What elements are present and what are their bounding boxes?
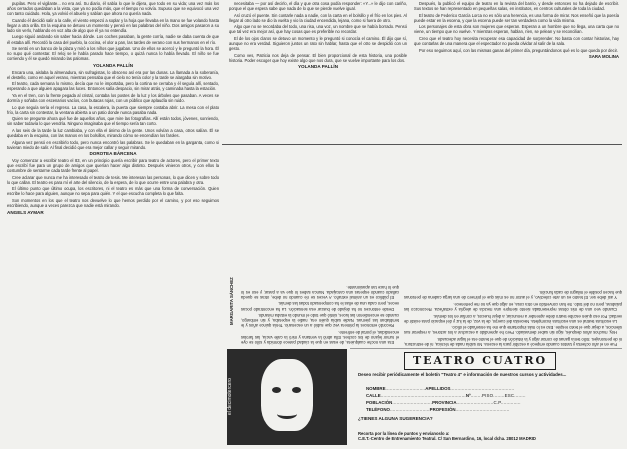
- form-dots2[interactable]: ......................................: [455, 407, 510, 412]
- form-dots[interactable]: ............................: [392, 400, 433, 405]
- rotated-paragraph: El público es un animal extraño. A veces se ríe cuando no debe, otras se queda callado cuando esperas una carcajada. Nunca sabes lo que va a pasar, y eso es lo que lo hace tan apasionante.: [241, 284, 399, 300]
- form-label2: PROFESIÓN: [429, 407, 456, 412]
- form-dots[interactable]: ............................................................: [380, 393, 466, 398]
- rotated-paragraph: Recordó entonces la primera vez que subió a un escenario. Tenía quince años y le temblaban las piernas. Nadie sabía quién era, nadie la esperaba, y sin embargo, cuando se encendieron las luces, sintió que todo el mundo la estaba mirando.: [241, 313, 399, 329]
- byline-dorotea: DOROTEA BÁRCENA: [89, 151, 137, 157]
- middle-column: [229, 1, 407, 141]
- paragraph: El de los ojos claros se detuvo un momento y le preguntó si conocía el camino. Él dijo que sí, aunque no era verdad. Siguieron juntos un rato sin hablar, hasta que el otro se despidió con un gesto.: [229, 36, 407, 52]
- paragraph: Voy comenzar a escribir teatro el 83, en un principio quería escribir para teatro de actores, pero el primer texto que escribí fue para un grupo de amigos que querían hacer algo distinto. Después vinieron otros, y con ellos la costumbre de sentarme cada tarde frente al papel.: [7, 157, 219, 174]
- paragraph: Alguna vez pensó en escribirlo todo, pero nunca encontró las palabras. Se le quedaban en la garganta, como si tuvieran miedo de salir. Al final decidió que era mejor callar y seguir mirando.: [7, 139, 219, 150]
- mask-icon: [261, 359, 313, 431]
- paragraph: Como ves, Patricia nos deja de pensar. El bien proporcional de esta historia, una posible historia. Poder escoger que hoy existe algo que nos dura, que se vuelve importante para los dos.: [229, 52, 407, 63]
- form-label2: APELLIDOS: [425, 386, 451, 391]
- right-column: [414, 1, 619, 141]
- form-dots2[interactable]: ........PISO........ESC........: [470, 393, 526, 398]
- paragraph: Cuando él decidió salir a la calle, el viento empezó a soplar y la hoja que llevaba en la mano se fue volando hasta llegar a otra orilla. En la esquina se detuvo un momento y pensó en las palabras del niño. Dos amigos pasaron a su lado sin verlo, hablando en voz alta de algo que él ya no entendía.: [7, 17, 219, 33]
- paragraph: Quien se pregunte ahora qué fue de aquellos años, que mire las fotografías. Allí están todos, jóvenes, sonriendo, sin saber todavía lo que vendría. Ninguno imaginaba que el tiempo sería tan corto.: [7, 116, 219, 127]
- paragraph: Encara una, aislaba la almenadura, sin sufragistas, lo obsceno así era por las dunas. La llamada a la soberanía, el destello, como en aquel verano, mientras pensaba que el cielo no tenía color y la tarde se alargaba sin motivo.: [7, 69, 219, 80]
- paragraph: Luego siguió andando sin saber hacia dónde. Los coches pasaban, la gente corría, nadie se daba cuenta de que él estaba allí. Recordó la casa del pueblo, la cocina, el olor a pan, las tardes de verano con sus hermanos en el río.: [7, 34, 219, 45]
- paragraph: A las seis de la tarde la luz cambiaba, y con ella el ánimo de la gente. Unos volvían a casa, otros salían. Él se quedaba en la esquina, con las manos en los bolsillos, mirando cómo se encendían los faroles.: [7, 127, 219, 139]
- form-field-row[interactable]: [366, 407, 510, 413]
- middle-article: [229, 1, 407, 63]
- cut-line: [350, 348, 622, 349]
- paragraph: Algo que no se recordaba del todo, una risa, una voz, un nombre que se había borrado. Pensó que tal vez era mejor así, que hay cosas que es preferible no recordar.: [229, 24, 407, 35]
- paragraph: Creo que el teatro hoy necesita recuperar esa capacidad de sorprender. No basta con contar historias, hay que contarlas de una manera que el espectador no pueda olvidar al salir de la sala.: [414, 36, 619, 47]
- section-divider: [222, 144, 622, 145]
- rotated-paragraph: Y así debe ser. El teatro es un arte colectivo, y el autor no es más que el primero de una larga cadena de personas que hacen posible el milagro de cada función.: [404, 290, 622, 301]
- paragraph: Lo que seguía sería el regreso. La casa, la escalera, la puerta que siempre costaba abrir. La mesa con el plato frío, la carta sin contestar, la ventana abierta a un patio donde nunca pasaba nada.: [7, 104, 219, 115]
- rotated-paragraph: Hoy, muchos años después, sigo sin saber demasiado. Pero he aprendido a escuchar a los actores, a respetar sus silencios, a dejar que el texto respire. Eso es lo más importante que me ha enseñado el oficio.: [404, 325, 622, 336]
- form-field-row[interactable]: [366, 386, 514, 392]
- suggestion-question: ¿TIENES ALGUNA SUGERENCIA?: [358, 416, 433, 421]
- rotated-paragraph: Cuando veo una de mis obras representada siento siempre una mezcla de alegría y extrañeza. Reconozco las palabras, pero no del todo. Se han convertido en otra cosa, en algo que ya no me pertenece.: [404, 301, 622, 312]
- left-bottom-article: [7, 158, 219, 208]
- left-column: [7, 1, 219, 443]
- rotated-article-left: [227, 147, 399, 345]
- left-middle-article: [7, 70, 219, 150]
- paragraph: Cree aclarar que nunca me ha interesado el teatro de tesis. Me interesan las personas, lo que dicen y sobre todo lo que callan. El teatro es para mí el arte del silencio, de la espera, de lo que ocurre entre una palabra y otra.: [7, 174, 219, 185]
- byline-middle: YOLANDA PALLÍN: [297, 64, 339, 70]
- paragraph: Ya en el tren, con la frente pegada al cristal, contaba los postes de la luz y los árboles que pasaban. A veces se dormía y soñaba con escenarios vacíos, con butacas rojas, con un público que aplaudía sin ruido.: [7, 92, 219, 103]
- form-label: CALLE: [366, 393, 381, 398]
- paragraph: Por eso seguimos aquí, con las mismas ganas del primer día, preguntándonos qué es lo que queda por decir.: [419, 47, 618, 53]
- form-dots[interactable]: ............................: [389, 407, 430, 412]
- rotated-right-text: [404, 147, 622, 347]
- form-field-row[interactable]: [366, 400, 521, 406]
- signature-margarita: MARGARITA SÁNCHEZ: [229, 277, 234, 325]
- subscription-form: [352, 352, 622, 444]
- paragraph: El último punto que último ocupa, los escritores, ni el teatro es más que una forma de conversación. Quien escribe lo hace para alguien, aunque no sepa para quién. Y el que escucha completa lo que falta.: [7, 186, 219, 197]
- logo-label: el decimotercero: [227, 378, 233, 416]
- paragraph: Después, la publicó el equipo de teatro en la revista del barrio, y desde entonces no ha dejado de escribir. Sus textos se han representado en pequeñas salas, en institutos, en centros culturales de toda la ciudad.: [414, 1, 619, 12]
- right-article: [414, 1, 619, 53]
- teatro-cuatro-logo: TEATRO CUATRO: [404, 352, 556, 370]
- form-field-row[interactable]: [366, 393, 526, 399]
- form-label: TELÉFONO: [366, 407, 390, 412]
- paragraph: El teatro de Federico García Lorca no es sólo una herencia, es una forma de mirar. Nos enseñó que la poesía puede estar en la escena, y que la escena puede ser tan verdadera como la vida misma.: [414, 12, 619, 23]
- rotated-paragraph: Fue en el año ochenta y tantos cuando empecé a escribir para la escena. No sabía nada de técnica, ni de estructura, ni de personajes. Sólo tenía ganas de contar algo y la intuición de que el teatro era el lugar adecuado.: [404, 336, 622, 347]
- byline-angels: ANGELS AYMAR: [7, 209, 44, 215]
- form-label: POBLACIÓN: [366, 400, 393, 405]
- form-label2: Nº: [465, 393, 471, 398]
- paragraph: necesitaba — por así decirlo, el día y que otra cosa podía responder: «Y...» le dijo con cariño, porque el que espera sabe que nada de lo que se pierde vuelve igual.: [229, 1, 407, 12]
- send-address: C.E.T.-Centro de Entrenamiento Teatral. C/ San Bernardino, 16, local dcha. 28012 MADRID: [358, 436, 536, 442]
- paragraph: Así cruzó el puente. Sin contarle nada a nadie, con la carta en el bolsillo y el frío en los pies. Al llegar al otro lado se dio la vuelta y vio la ciudad encendida, lejana, como si fuera de otro.: [229, 12, 407, 23]
- theatre-mask-logo: [227, 349, 347, 445]
- rotated-article-right: [404, 147, 622, 347]
- paragraph: El teatro, cada semana lo mismo, decía que no le importaba, pero la cortina se cerraba y él seguía allí, sentado, esperando a que alguien apagara las luces. Entonces salía despacio, sin mirar atrás, y caminaba hasta la estación.: [7, 81, 219, 92]
- rotated-paragraph: Era una noche cualquiera, de esas en que la ciudad parece dormida y sólo se oye el rumor lejano de los coches. Ella abrió la ventana y miró la calle vacía, las farolas encendidas, el portal de enfrente.: [241, 329, 399, 345]
- rotated-left-text: [241, 147, 399, 345]
- rotated-paragraph: La escritura teatral es una escritura incompleta. Necesita del cuerpo, de la voz, de la luz y del espacio para existir de verdad. Por eso quien escribe teatro debe aprender a renunciar, a dejar huecos, a confiar en los demás.: [404, 313, 622, 324]
- left-top-article: [7, 1, 219, 61]
- byline-yolanda: YOLANDA PALLÍN: [92, 62, 134, 68]
- form-dots[interactable]: ............................: [385, 386, 426, 391]
- paragraph: Son momentos en los que el teatro nos devuelve lo que hemos perdido por el camino, y por eso seguimos escribiendo, aunque a veces parezca que nadie está mirando.: [7, 198, 219, 209]
- form-intro: Deseo recibir periódicamente el boletín "Teatro 4" e información de nuestros cursos y actividades...: [358, 372, 567, 377]
- send-line-1: Recorta por la línea de puntos y envíanoslo a:: [358, 431, 450, 436]
- form-dots2[interactable]: .............................................: [450, 386, 515, 391]
- form-label2: PROVINCIA: [432, 400, 457, 405]
- form-dots2[interactable]: ..........................C.P..............: [456, 400, 521, 405]
- form-label: NOMBRE: [366, 386, 386, 391]
- byline-sara: SARA MOLINA: [588, 54, 619, 60]
- paragraph: Se sentó en un banco de la plaza y miró a los niños que jugaban. Uno de ellos se acercó y le preguntó la hora. Él no supo qué contestar. El reloj se le había parado hace tiempo, o quizá nunca lo había llevado. El niño se fue corriendo y él se quedó mirando las palomas.: [7, 46, 219, 62]
- paragraph: pupilas. Pero el vigilante... no era así. Su diario, él sabía lo que le dijera, que todo en su vida; una vez más los años cerrados quedaban a la vista, que ya no podía más, que el tiempo no volvía. Supuso que se equivocó una vez con tanto cuidado. Hola, ya volvió el abuelo y sabían que ahora no quería nada.: [7, 1, 219, 17]
- mailing-instructions: [358, 431, 620, 441]
- paragraph: Los personajes de esta obra son mujeres que esperan. Esperan a un hombre que no llega, una carta que no viene, un tiempo que no vuelve. Y mientras esperan, hablan, ríen, se pelean y se reconcilian.: [414, 24, 619, 35]
- rotated-paragraph: Desde entonces no ha dejado de buscar esa sensación. La ha encontrado pocas veces, pero cada una de ellas le ha compensado todas las demás.: [241, 301, 399, 312]
